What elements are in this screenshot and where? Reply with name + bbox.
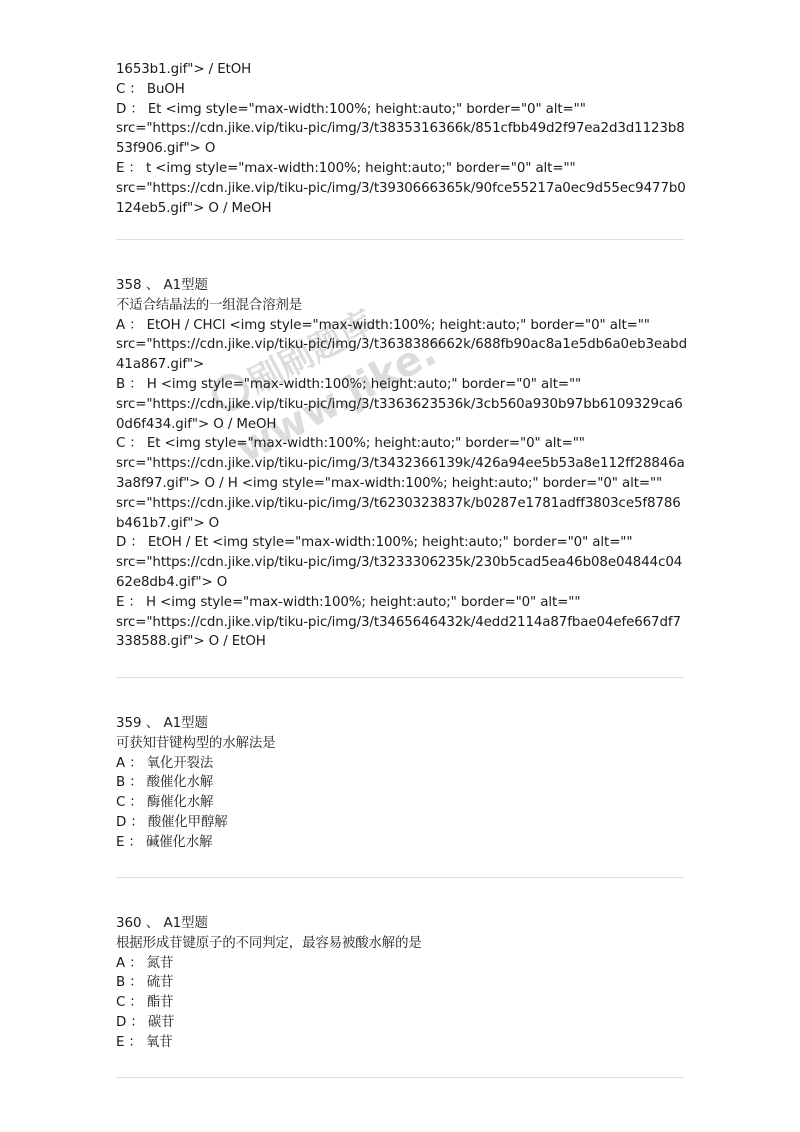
question-header: 358 、 A1型题	[116, 278, 208, 293]
divider	[116, 677, 684, 678]
text-line: 53f906.gif"> O	[116, 141, 216, 157]
divider	[116, 1077, 684, 1078]
text-line: b461b7.gif"> O	[116, 515, 220, 531]
option-a: A ： 氮苷	[116, 955, 174, 971]
text-line: src="https://cdn.jike.vip/tiku-pic/img/3/t3465646432k/4edd2114a87fbae04efe667df7	[116, 614, 681, 630]
option-e: E ： t <img style="max-width:100%; height:auto;" border="0" alt=""	[116, 160, 576, 176]
text-line: 1653b1.gif"> / EtOH	[116, 62, 252, 77]
text-line: src="https://cdn.jike.vip/tiku-pic/img/3/t3233306235k/230b5cad5ea46b08e04844c04	[116, 555, 683, 571]
question-header: 359 、 A1型题	[116, 716, 208, 731]
divider	[116, 877, 684, 878]
option-e: E ： 氧苷	[116, 1034, 173, 1050]
option-d: D ： 碳苷	[116, 1014, 175, 1030]
option-c: C ： 酶催化水解	[116, 795, 214, 811]
option-d: D ： EtOH / Et <img style="max-width:100%; height:auto;" border="0" alt=""	[116, 535, 633, 551]
question-stem: 不适合结晶法的一组混合溶剂是	[116, 297, 303, 313]
option-d: D ： 酸催化甲醇解	[116, 814, 228, 830]
text-line: 41a867.gif">	[116, 357, 205, 373]
option-e: E ： 碱催化水解	[116, 834, 213, 850]
text-line: 3a8f97.gif"> O / H <img style="max-width:100%; height:auto;" border="0" alt=""	[116, 475, 663, 491]
text-line: src="https://cdn.jike.vip/tiku-pic/img/3/t3363623536k/3cb560a930b97bb6109329ca6	[116, 396, 683, 412]
watermark-bottom-text: www.jike.vip	[228, 296, 440, 473]
option-b: B ： 硫苷	[116, 975, 174, 991]
question-header: 360 、 A1型题	[116, 916, 208, 931]
text-line: src="https://cdn.jike.vip/tiku-pic/img/3/t6230323837k/b0287e1781adff3803ce5f8786	[116, 495, 681, 511]
text-line: src="https://cdn.jike.vip/tiku-pic/img/3/t3432366139k/426a94ee5b53a8e112ff28846a	[116, 456, 685, 472]
option-a: A ： 氧化开裂法	[116, 755, 214, 771]
option-e: E ： H <img style="max-width:100%; height:auto;" border="0" alt=""	[116, 594, 581, 610]
option-c: C ： BuOH	[116, 81, 185, 97]
question-359	[116, 714, 688, 853]
text-line: src="https://cdn.jike.vip/tiku-pic/img/3/t3835316366k/851cfbb49d2f97ea2d3d1123b8	[116, 121, 685, 137]
option-a: A ： EtOH / CHCl <img style="max-width:100%; height:auto;" border="0" alt=""	[116, 317, 650, 333]
divider	[116, 239, 684, 240]
question-stem: 可获知苷键构型的水解法是	[116, 735, 276, 751]
watermark-top-text: 刷刷题库	[242, 303, 381, 403]
option-c: C ： Et <img style="max-width:100%; height:auto;" border="0" alt=""	[116, 436, 585, 452]
text-line: 338588.gif"> O / EtOH	[116, 634, 266, 650]
option-c: C ： 酯苷	[116, 995, 174, 1011]
question-continuation	[116, 60, 688, 218]
question-360	[116, 914, 688, 1053]
text-line: src="https://cdn.jike.vip/tiku-pic/img/3/t3638386662k/688fb90ac8a1e5db6a0eb3eabd	[116, 337, 687, 353]
text-line: 62e8db4.gif"> O	[116, 574, 228, 590]
question-358	[116, 276, 688, 652]
text-line: 124eb5.gif"> O / MeOH	[116, 200, 272, 216]
text-line: src="https://cdn.jike.vip/tiku-pic/img/3/t3930666365k/90fce55217a0ec9d55ec9477b0	[116, 180, 686, 196]
option-b: B ： 酸催化水解	[116, 775, 214, 791]
option-b: B ： H <img style="max-width:100%; height:auto;" border="0" alt=""	[116, 376, 582, 392]
option-d: D ： Et <img style="max-width:100%; height:auto;" border="0" alt=""	[116, 101, 586, 117]
text-line: 0d6f434.gif"> O / MeOH	[116, 416, 277, 432]
question-stem: 根据形成苷键原子的不同判定，最容易被酸水解的是	[116, 935, 422, 951]
